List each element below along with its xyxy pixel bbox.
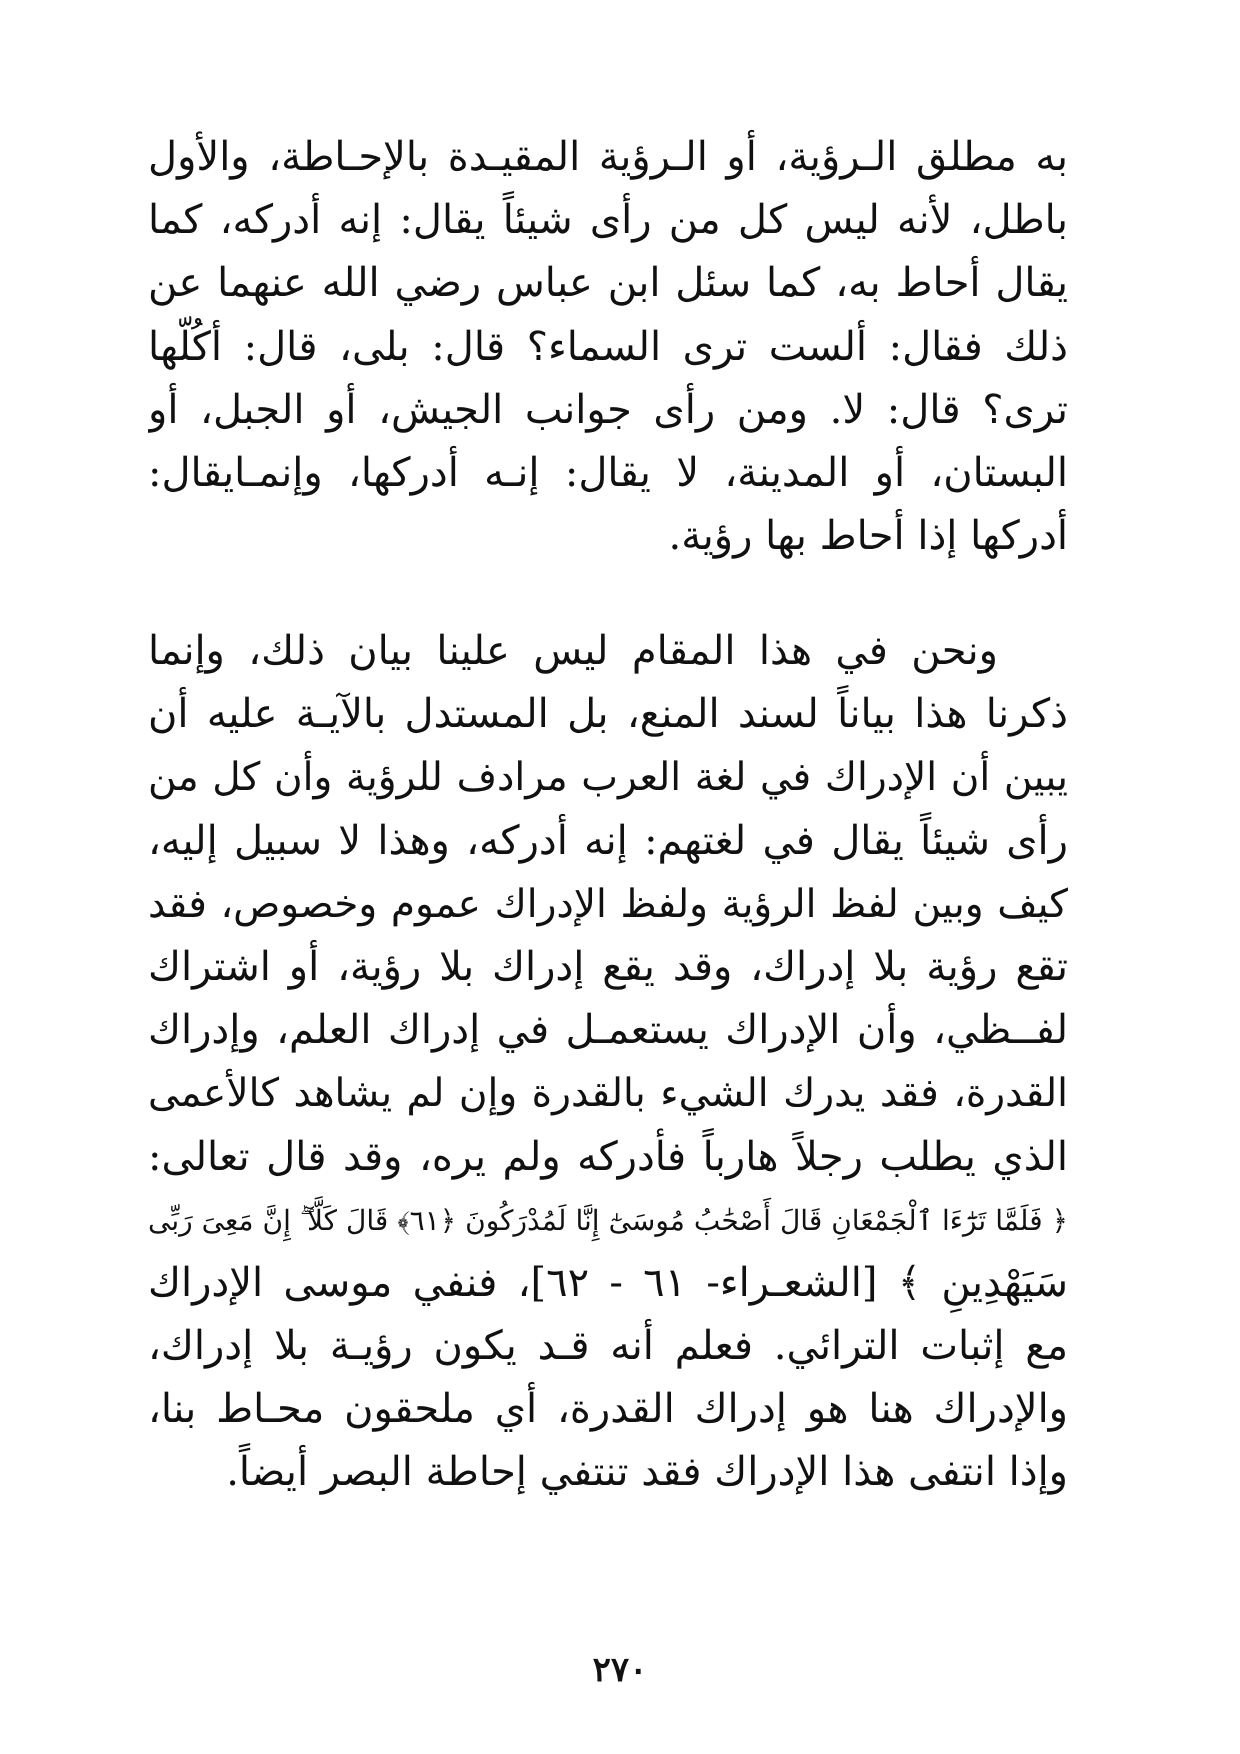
text-line: ونحن في هذا المقام ليس علينا بيان ذلك، وإنما xyxy=(148,628,998,674)
text-line: وإذا انتفى هذا الإدراك فقد تنتفي إحاطة البصر أيضاً. xyxy=(226,1449,1068,1496)
text-line: مع إثبات الترائي. فعلم أنه قـد يكون رؤيـة بلا إدراك، xyxy=(148,1323,1068,1370)
text-line: الذي يطلب رجلاً هارباً فأدركه ولم يره، وقد قال تعالى: xyxy=(148,1133,1068,1180)
text-line: القدرة، فقد يدرك الشيء بالقدرة وإن لم يشاهد كالأعمى xyxy=(148,1071,1068,1117)
text-line: باطل، لأنه ليس كل من رأى شيئاً يقال: إنه أدركه، كما xyxy=(148,197,1068,244)
paragraph-1 xyxy=(148,126,1068,568)
text-line: رأى شيئاً يقال في لغتهم: إنه أدركه، وهذا لا سبيل إليه، xyxy=(148,817,1068,864)
quran-verse-line: ﴿ فَلَمَّا تَرَٰٓءَا ٱلْجَمْعَانِ قَالَ أَصْحَٰبُ مُوسَىٰٓ إِنَّا لَمُدْرَكُونَ ﴿٦١﴾ قَالَ كَلَّآ ۖ إِنَّ مَعِىَ رَبِّى xyxy=(148,1203,1068,1237)
text-line: به مطلق الـرؤية، أو الـرؤية المقيـدة بالإحـاطة، والأول xyxy=(148,134,1068,180)
text-line: البستان، أو المدينة، لا يقال: إنـه أدركها، وإنمـايقال: xyxy=(148,449,1068,496)
text-line: ذلك فقال: ألست ترى السماء؟ قال: بلى، قال: أكُلَّها xyxy=(148,323,1068,370)
text-line: لفــظي، وأن الإدراك يستعمـل في إدراك العلم، وإدراك xyxy=(148,1007,1068,1054)
text-line: يقال أحاط به، كما سئل ابن عباس رضي الله عنهما عن xyxy=(148,260,1068,307)
text-line: ذكرنا هذا بياناً لسند المنع، بل المستدل بالآيـة عليه أن xyxy=(148,691,1068,738)
text-line: سَيَهْدِينِ ﴾ [الشعـراء- ٦١ - ٦٢]، فنفي موسى الإدراك xyxy=(148,1259,1068,1306)
text-line: تقع رؤية بلا إدراك، وقد يقع إدراك بلا رؤية، أو اشتراك xyxy=(148,943,1068,990)
text-line: أدركها إذا أحاط بها رؤية. xyxy=(668,513,1068,560)
text-line: كيف وبين لفظ الرؤية ولفظ الإدراك عموم وخصوص، فقد xyxy=(148,881,1068,927)
paragraph-2 xyxy=(148,620,1068,1505)
text-line: ترى؟ قال: لا. ومن رأى جوانب الجيش، أو الجبل، أو xyxy=(148,386,1068,433)
page-number: ٢٧٠ xyxy=(592,1650,648,1690)
text-line: يبين أن الإدراك في لغة العرب مرادف للرؤية وأن كل من xyxy=(148,755,1068,801)
text-line: والإدراك هنا هو إدراك القدرة، أي ملحقون محـاط بنا، xyxy=(148,1386,1068,1433)
